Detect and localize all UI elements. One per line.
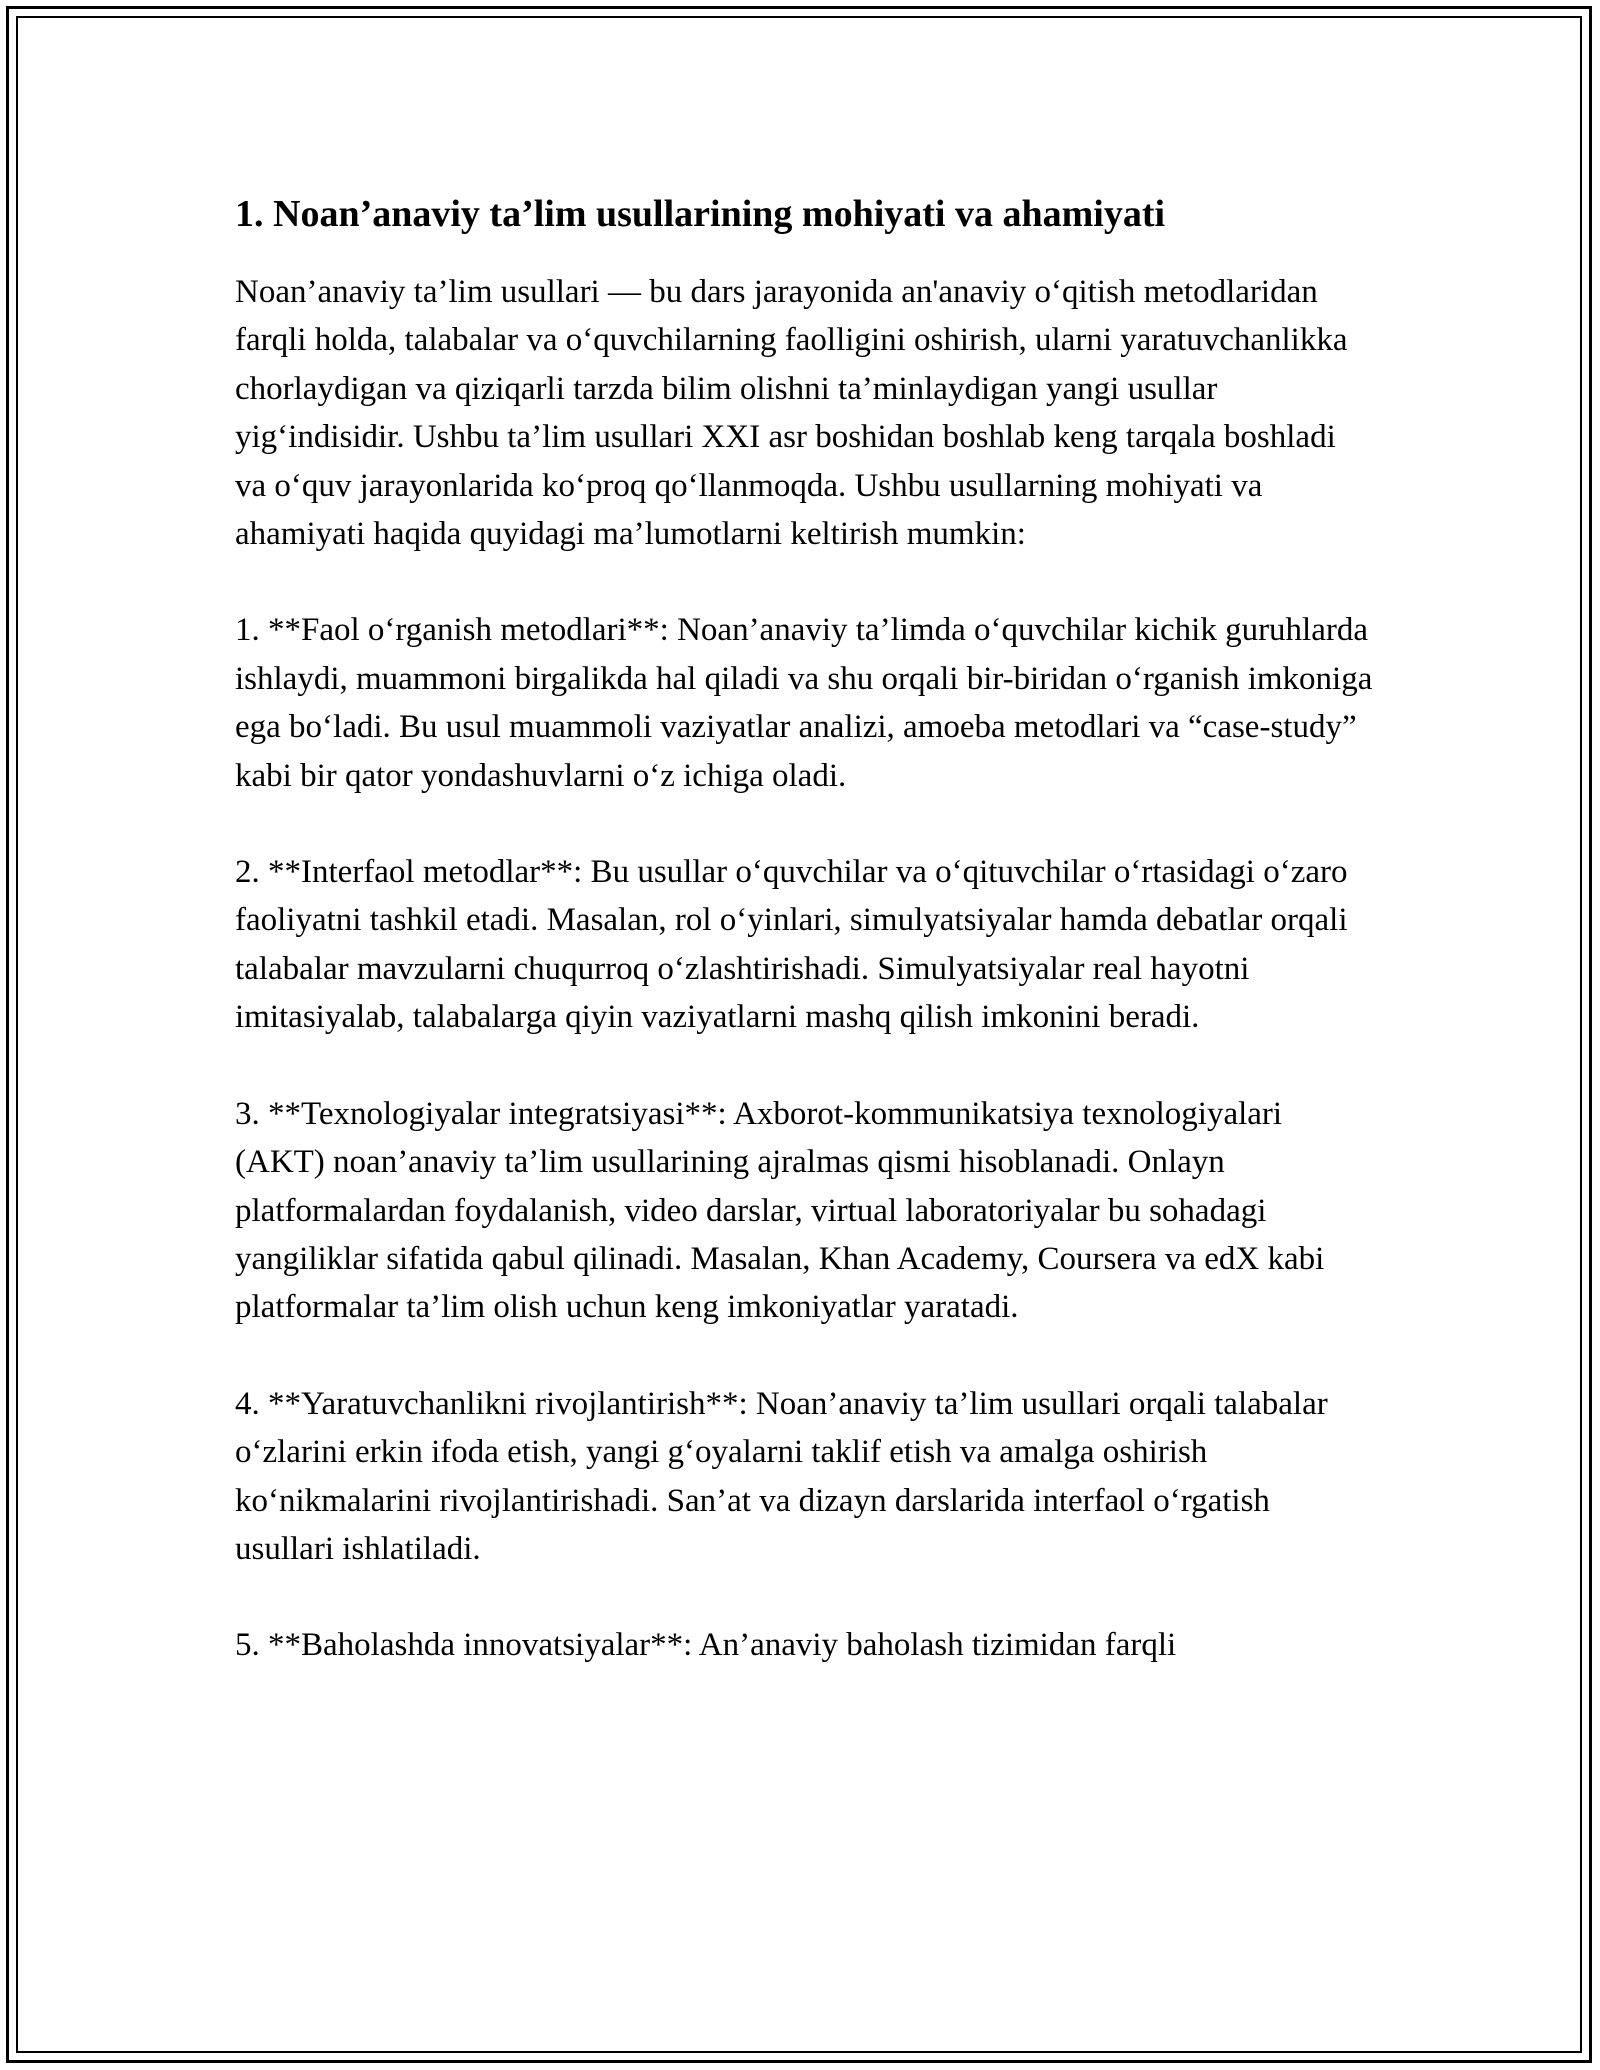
document-title: 1. Noan’anaviy ta’lim usullarining mohiyati va ahamiyati [235, 193, 1166, 235]
list-item-4: 4. **Yaratuvchanlikni rivojlantirish**: Noan’anaviy ta’lim usullari orqali talabalar o‘zlarini erkin ifoda etish, yangi g‘oyalarni taklif etish va amalga oshirish ko‘nikmalarini rivojlantirishadi. San’at va dizayn darslarida interfaol o‘rgatish usullari ishlatiladi. [235, 1385, 1328, 1567]
list-item-1: 1. **Faol o‘rganish metodlari**: Noan’anaviy ta’limda o‘quvchilar kichik guruhlarda ishlaydi, muammoni birgalikda hal qiladi va shu orqali bir-biridan o‘rganish imkoniga ega bo‘ladi. Bu usul muammoli vaziyatlar analizi, amoeba metodlari va “case-study” kabi bir qator yondashuvlarni o‘z ichiga oladi. [235, 612, 1373, 794]
list-item-2: 2. **Interfaol metodlar**: Bu usullar o‘quvchilar va o‘qituvchilar o‘rtasidagi o‘zaro faoliyatni tashkil etadi. Masalan, rol o‘yinlari, simulyatsiyalar hamda debatlar orqali talabalar mavzularni chuqurroq o‘zlashtirishadi. Simulyatsiyalar real hayotni imitasiyalab, talabalarga qiyin vaziyatlarni mashq qilish imkonini beradi. [235, 854, 1348, 1036]
list-item-5: 5. **Baholashda innovatsiyalar**: An’anaviy baholash tizimidan farqli [235, 1627, 1177, 1664]
list-item-3: 3. **Texnologiyalar integratsiyasi**: Axborot-kommunikatsiya texnologiyalari (AKT) noan’anaviy ta’lim usullarining ajralmas qismi hisoblanadi. Onlayn platformalardan foydalanish, video darslar, virtual laboratoriyalar bu sohadagi yangiliklar sifatida qabul qilinadi. Masalan, Khan Academy, Coursera va edX kabi platformalar ta’lim olish uchun keng imkoniyatlar yaratadi. [235, 1095, 1325, 1326]
document-body [235, 182, 1375, 1718]
intro-paragraph: Noan’anaviy ta’lim usullari — bu dars jarayonida an'anaviy o‘qitish metodlaridan farqli holda, talabalar va o‘quvchilarning faolligini oshirish, ularni yaratuvchanlikka chorlaydigan va qiziqarli tarzda bilim olishni ta’minlaydigan yangi usullar yig‘indisidir. Ushbu ta’lim usullari XXI asr boshidan boshlab keng tarqala boshladi va o‘quv jarayonlarida ko‘proq qo‘llanmoqda. Ushbu usullarning mohiyati va ahamiyati haqida quyidagi ma’lumotlarni keltirish mumkin: [235, 274, 1348, 553]
